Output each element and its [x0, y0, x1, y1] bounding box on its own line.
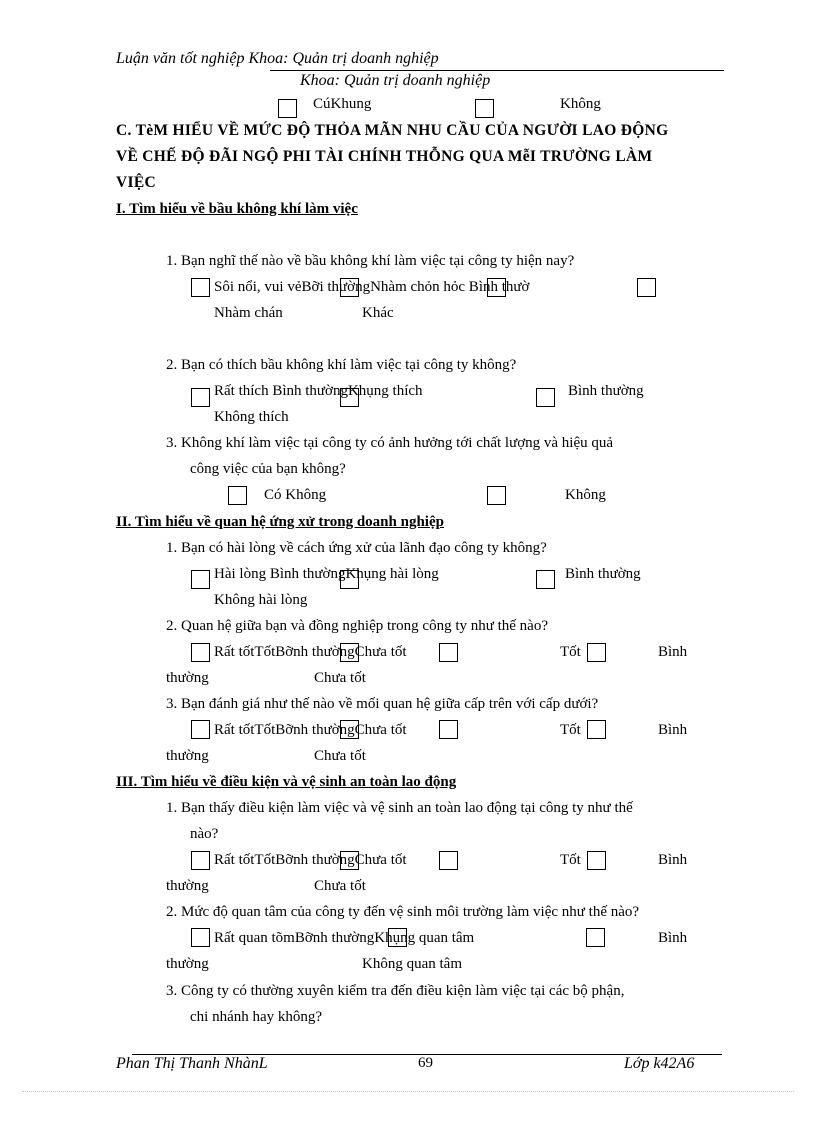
option-no-label: Không [560, 96, 601, 112]
p2-q3-option-b: Tốt [560, 722, 581, 738]
p3-q1-checkbox-c[interactable] [439, 851, 458, 870]
option-yes-label: CúKhung [313, 96, 372, 112]
p2-q2-option-a: Rất tốtTốtBỡnh thườngChưa tốt [214, 644, 407, 660]
p2-q2-checkbox-c[interactable] [439, 643, 458, 662]
p1-q1-checkbox-a[interactable] [191, 278, 210, 297]
p3-q1-checkbox-a[interactable] [191, 851, 210, 870]
p1-q1-option-other: Khác [362, 305, 394, 321]
p3-q2-option-a: Rất quan tõmBỡnh thườngKhụng quan tâm [214, 930, 475, 946]
p1-q2-option-c: Không thích [214, 409, 289, 425]
p3-q2-option-d: Không quan tâm [362, 956, 462, 972]
p3-q2-option-b: Bình [658, 930, 688, 946]
page-bottom-dotted-line [22, 1091, 794, 1092]
p3-q1-checkbox-d[interactable] [587, 851, 606, 870]
p2-q3-checkbox-d[interactable] [587, 720, 606, 739]
p2-q3-option-a: Rất tốtTốtBỡnh thườngChưa tốt [214, 722, 407, 738]
p2-q2-text: 2. Quan hệ giữa bạn và đồng nghiệp trong công ty như thế nào? [166, 618, 549, 634]
p2-q2-option-e: Chưa tốt [314, 670, 366, 686]
p1-q3-checkbox-b[interactable] [487, 486, 506, 505]
p2-q3-option-c: Bình [658, 722, 688, 738]
part2-title: II. Tìm hiểu về quan hệ ứng xử trong doanh nghiệp [116, 514, 444, 530]
section-c-line1: C. TèM HIỂU VỀ MỨC ĐỘ THỎA MÃN NHU CẦU CỦA NGƯỜI LAO ĐỘNG [116, 122, 669, 139]
section-c-line3: VIỆC [116, 174, 156, 191]
p2-q1-option-c: Không hài lòng [214, 592, 308, 608]
p1-q1-options: Sôi nổi, vui vẻBỡi thườngNhàm chỏn hỏc Bình thườ [214, 279, 530, 295]
checkbox-no[interactable] [475, 99, 494, 118]
p2-q3-checkbox-c[interactable] [439, 720, 458, 739]
p2-q2-option-d: thường [166, 670, 209, 686]
p1-q1-option-bored: Nhàm chán [214, 305, 283, 321]
p1-q3-text-l2: công việc của bạn không? [190, 461, 346, 477]
p2-q1-checkbox-a[interactable] [191, 570, 210, 589]
p2-q2-checkbox-a[interactable] [191, 643, 210, 662]
p3-q1-option-e: Chưa tốt [314, 878, 366, 894]
p3-q1-text-l2: nào? [190, 826, 219, 842]
p3-q1-option-b: Tốt [560, 852, 581, 868]
p3-q2-text: 2. Mức độ quan tâm của công ty đến vệ sinh môi trường làm việc như thế nào? [166, 904, 640, 920]
header-subtitle: Khoa: Quản trị doanh nghiệp [300, 72, 491, 89]
p3-q1-option-a: Rất tốtTốtBỡnh thườngChưa tốt [214, 852, 407, 868]
p1-q2-text: 2. Bạn có thích bầu không khí làm việc tại công ty không? [166, 357, 517, 373]
p2-q3-text: 3. Bạn đánh giá như thế nào về mối quan hệ giữa cấp trên với cấp dưới? [166, 696, 599, 712]
p2-q1-text: 1. Bạn có hài lòng về cách ứng xử của lãnh đạo công ty không? [166, 540, 547, 556]
footer-page-number: 69 [418, 1055, 433, 1071]
p2-q1-option-b: Bình thường [565, 566, 641, 582]
p3-q1-option-d: thường [166, 878, 209, 894]
p3-q3-text-l1: 3. Công ty có thường xuyên kiểm tra đến điều kiện làm việc tại các bộ phận, [166, 983, 625, 999]
p3-q2-option-c: thường [166, 956, 209, 972]
p1-q2-option-a: Rất thích Bình thườngKhụng thích [214, 383, 423, 399]
p3-q2-checkbox-c[interactable] [586, 928, 605, 947]
p2-q3-checkbox-a[interactable] [191, 720, 210, 739]
p3-q1-option-c: Bình [658, 852, 688, 868]
checkbox-yes[interactable] [278, 99, 297, 118]
footer-class: Lớp k42A6 [624, 1055, 695, 1072]
header-title: Luận văn tốt nghiệp Khoa: Quản trị doanh nghiệp [116, 50, 439, 67]
p2-q2-option-b: Tốt [560, 644, 581, 660]
p1-q3-option-b: Không [565, 487, 606, 503]
p2-q2-checkbox-d[interactable] [587, 643, 606, 662]
part3-title: III. Tìm hiểu về điều kiện và vệ sinh an toàn lao động [116, 774, 457, 790]
footer-author: Phan Thị Thanh NhànL [116, 1055, 268, 1072]
p3-q1-text-l1: 1. Bạn thấy điều kiện làm việc và vệ sinh an toàn lao động tại công ty như thế [166, 800, 633, 816]
p1-q3-option-a: Có Không [264, 487, 327, 503]
p3-q2-checkbox-a[interactable] [191, 928, 210, 947]
section-c-line2: VỀ CHẾ ĐỘ ĐÃI NGỘ PHI TÀI CHÍNH THỖNG QUA MễI TRƯỜNG LÀM [116, 148, 653, 165]
p1-q3-text-l1: 3. Không khí làm việc tại công ty có ảnh hưởng tới chất lượng và hiệu quả [166, 435, 614, 451]
p1-q3-checkbox-a[interactable] [228, 486, 247, 505]
p2-q3-option-d: thường [166, 748, 209, 764]
p3-q3-text-l2: chi nhánh hay không? [190, 1009, 323, 1025]
p1-q1-text: 1. Bạn nghĩ thế nào về bầu không khí làm việc tại công ty hiện nay? [166, 253, 575, 269]
part1-title: I. Tìm hiểu về bầu không khí làm việc [116, 201, 358, 217]
p1-q2-option-b: Bình thường [568, 383, 644, 399]
header-rule [270, 70, 724, 71]
p1-q2-checkbox-c[interactable] [536, 388, 555, 407]
p1-q2-checkbox-a[interactable] [191, 388, 210, 407]
p2-q1-checkbox-c[interactable] [536, 570, 555, 589]
p2-q3-option-e: Chưa tốt [314, 748, 366, 764]
p2-q1-option-a: Hài lòng Bình thườngKhụng hài lòng [214, 566, 439, 582]
p2-q2-option-c: Bình [658, 644, 688, 660]
p1-q1-checkbox-d[interactable] [637, 278, 656, 297]
